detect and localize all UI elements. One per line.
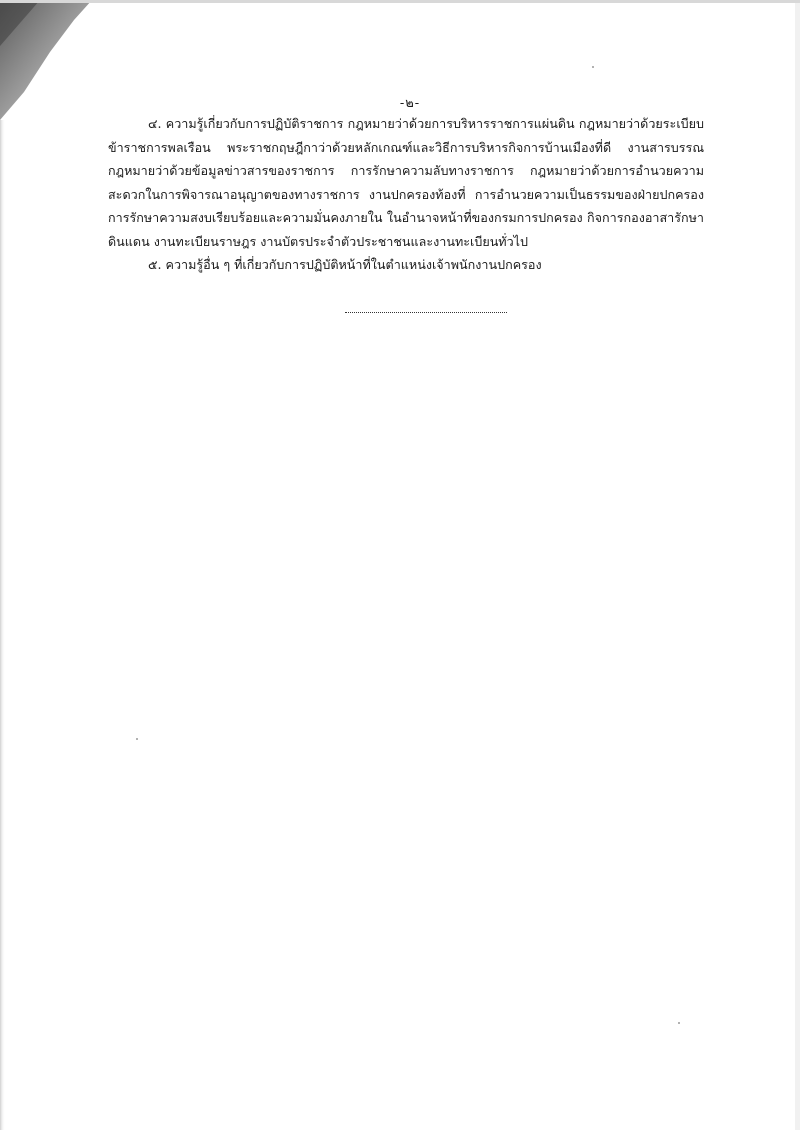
paragraph-item-5: ๕. ความรู้อื่น ๆ ที่เกี่ยวกับการปฏิบัติหน้าที่ในตำแหน่งเจ้าพนักงานปกครอง [148, 257, 542, 272]
end-dotted-line [345, 312, 507, 313]
page-number: -๒- [399, 96, 421, 111]
paragraph-item-4: ๔. ความรู้เกี่ยวกับการปฏิบัติราชการ กฎหมายว่าด้วยการบริหารราชการแผ่นดิน กฎหมายว่าด้วยระเบียบข้าราชการพลเรือน พระราชกฤษฎีกาว่าด้วยหลักเกณฑ์และวิธีการบริหารกิจการบ้านเมืองที่ดี งานสารบรรณ กฎหมายว่าด้วยข้อมูลข่าวสารของราชการ การรักษาความลับทางราชการ กฎหมายว่าด้วยการอำนวยความสะดวกในการพิจารณาอนุญาตของทางราชการ งานปกครองท้องที่ การอำนวยความเป็นธรรมของฝ่ายปกครอง การรักษาความสงบเรียบร้อยและความมั่นคงภายใน ในอำนาจหน้าที่ของกรมการปกครอง กิจการกองอาสารักษาดินแดน งานทะเบียนราษฎร งานบัตรประจำตัวประชาชนและงานทะเบียนทั่วไป [108, 116, 704, 249]
document-body [108, 112, 704, 277]
scan-speck [678, 1022, 680, 1024]
scan-speck [592, 66, 594, 68]
scan-speck [136, 738, 138, 740]
